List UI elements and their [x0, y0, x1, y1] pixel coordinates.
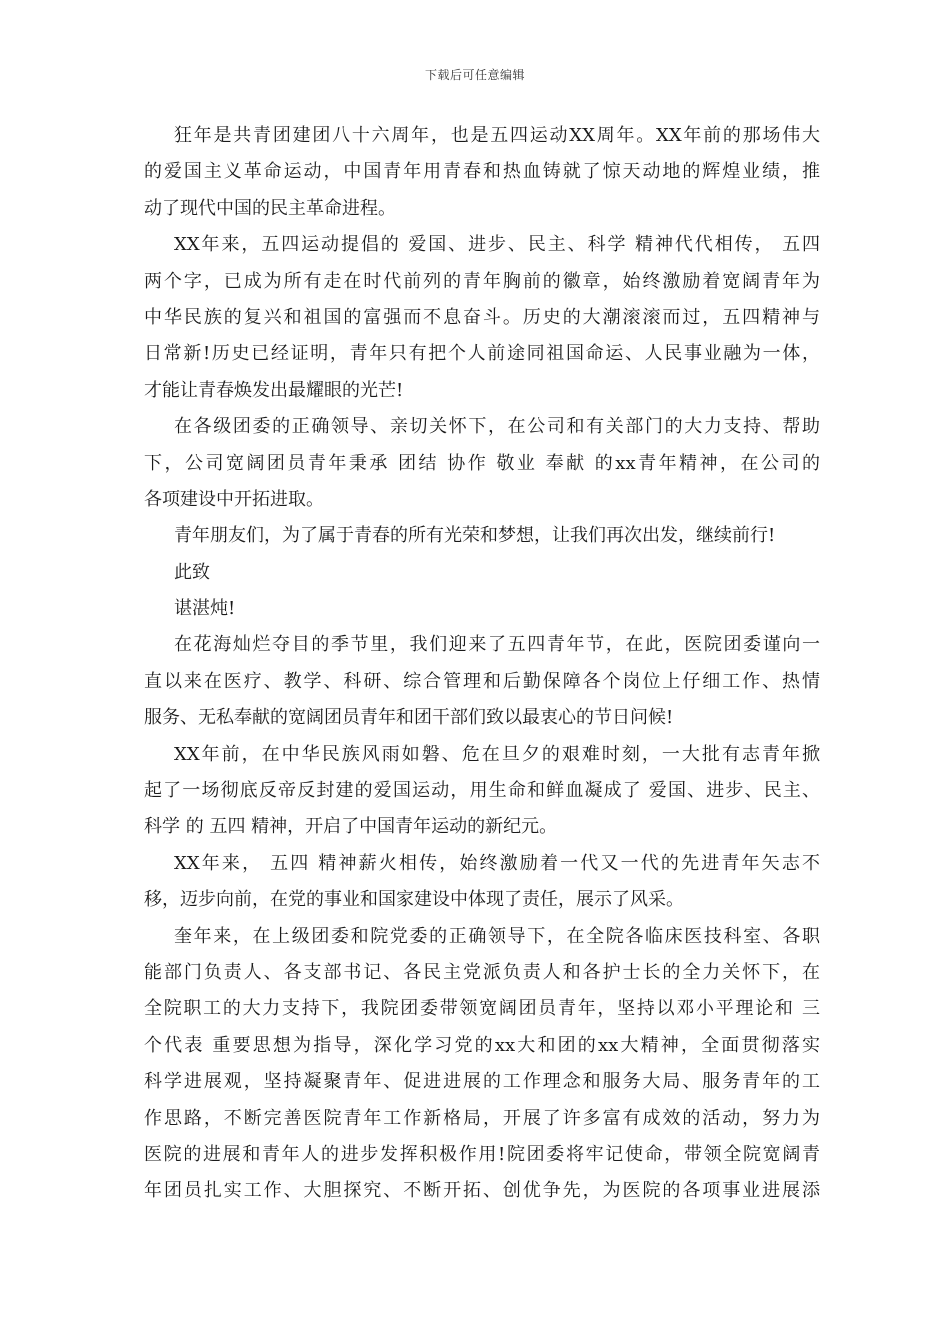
- text-line: 谌湛炖!: [174, 598, 236, 620]
- text-line: 日常新!历史已经证明，青年只有把个人前途同祖国命运、人民事业融为一体，: [144, 343, 820, 365]
- text-line: 下，公司宽阔团员青年秉承 团结 协作 敬业 奉献 的xx青年精神，在公司的: [144, 452, 820, 474]
- text-line: 能部门负责人、各支部书记、各民主党派负责人和各护士长的全力关怀下，在: [144, 961, 820, 983]
- text-line: 的爱国主义革命运动，中国青年用青春和热血铸就了惊天动地的辉煌业绩，推: [144, 161, 820, 183]
- text-line: XX年来，五四运动提倡的 爱国、进步、民主、科学 精神代代相传， 五四: [174, 234, 820, 256]
- text-line: 作思路，不断完善医院青年工作新格局，开展了许多富有成效的活动，努力为: [144, 1107, 820, 1129]
- text-line: 移，迈步向前，在党的事业和国家建设中体现了责任，展示了风采。: [144, 889, 684, 911]
- text-line: 直以来在医疗、教学、科研、综合管理和后勤保障各个岗位上仔细工作、热情: [144, 670, 820, 692]
- text-line: 青年朋友们，为了属于青春的所有光荣和梦想，让我们再次出发，继续前行!: [174, 525, 776, 547]
- document-body: [144, 118, 820, 1210]
- text-line: 服务、无私奉献的宽阔团员青年和团干部们致以最衷心的节日问候!: [144, 707, 674, 729]
- text-line: 个代表 重要思想为指导，深化学习党的xx大和团的xx大精神，全面贯彻落实: [144, 1034, 820, 1056]
- text-line: 起了一场彻底反帝反封建的爱国运动，用生命和鲜血凝成了 爱国、进步、民主、: [144, 780, 820, 802]
- text-line: 才能让青春焕发出最耀眼的光芒!: [144, 379, 404, 401]
- text-line: 狂年是共青团建团八十六周年，也是五四运动XX周年。XX年前的那场伟大: [174, 125, 820, 146]
- text-line: 在各级团委的正确领导、亲切关怀下，在公司和有关部门的大力支持、帮助: [174, 416, 820, 438]
- text-line: 全院职工的大力支持下，我院团委带领宽阔团员青年，坚持以邓小平理论和 三: [144, 998, 820, 1020]
- text-line: 各项建设中开拓进取。: [144, 488, 324, 510]
- text-line: 科学 的 五四 精神，开启了中国青年运动的新纪元。: [144, 816, 558, 838]
- text-line: 中华民族的复兴和祖国的富强而不息奋斗。历史的大潮滚滚而过，五四精神与: [144, 306, 820, 328]
- text-line: 医院的进展和青年人的进步发挥积极作用!院团委将牢记使命，带领全院宽阔青: [144, 1143, 820, 1165]
- text-line: 在花海灿烂夺目的季节里，我们迎来了五四青年节，在此，医院团委谨向一: [174, 634, 820, 656]
- text-line: 年团员扎实工作、大胆探究、不断开拓、创优争先，为医院的各项事业进展添: [144, 1180, 820, 1202]
- text-line: XX年来， 五四 精神薪火相传，始终激励着一代又一代的先进青年矢志不: [174, 852, 820, 874]
- text-line: XX年前，在中华民族风雨如磐、危在旦夕的艰难时刻，一大批有志青年掀: [174, 743, 820, 765]
- text-line: 奎年来，在上级团委和院党委的正确领导下，在全院各临床医技科室、各职: [174, 925, 820, 947]
- text-line: 此致: [174, 561, 210, 583]
- page-header-note: 下载后可任意编辑: [424, 68, 525, 82]
- text-line: 动了现代中国的民主革命进程。: [144, 197, 396, 219]
- text-line: 科学进展观，坚持凝聚青年、促进进展的工作理念和服务大局、服务青年的工: [144, 1071, 820, 1093]
- text-line: 两个字，已成为所有走在时代前列的青年胸前的徽章，始终激励着宽阔青年为: [144, 270, 820, 292]
